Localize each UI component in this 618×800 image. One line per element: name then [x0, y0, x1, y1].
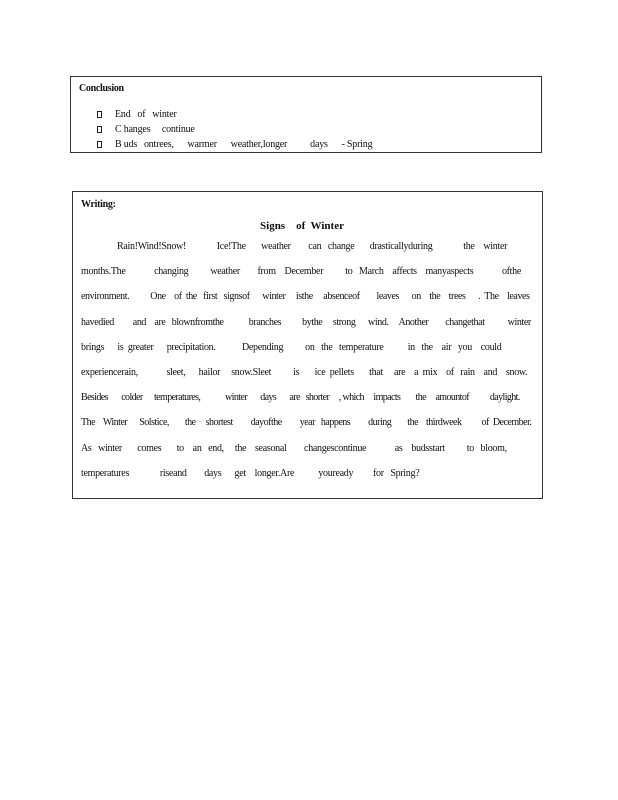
- bullet-box-icon: [97, 126, 102, 133]
- bullet-box-icon: [97, 141, 102, 148]
- essay-body: [81, 241, 531, 493]
- essay-line: environment. One of the first signsof winter isthe absenceof leaves on the trees . The leaves: [81, 291, 530, 303]
- list-item: [97, 107, 372, 122]
- bullet-box-icon: [97, 111, 102, 118]
- conclusion-box: [70, 76, 542, 153]
- essay-line: havedied and are blownfromthe branches bythe strong wind. Another changethat winter: [81, 316, 531, 328]
- bullet-text: B uds ontrees, warmer weather,longer days - Spring: [115, 139, 373, 150]
- essay-line: experiencerain, sleet, hailor snow.Sleet is ice pellets that are a mix of rain and snow.: [81, 366, 528, 378]
- list-item: [97, 137, 372, 152]
- essay-line: The Winter Solstice, the shortest dayofthe year happens during the thirdweek of December.: [81, 417, 532, 429]
- bullet-text: End of winter: [115, 109, 177, 120]
- bullet-text: C hanges continue: [115, 124, 195, 135]
- essay-line: Besides colder temperatures, winter days are shorter , which impacts the amountof daylight.: [81, 392, 520, 404]
- essay-line: Rain!Wind!Snow! Ice!The weather can change drasticallyduring the winter: [117, 241, 508, 252]
- conclusion-heading: Conclusion: [79, 83, 124, 94]
- list-item: [97, 122, 372, 137]
- essay-line: temperatures riseand days get longer.Are youready for Spring?: [81, 467, 420, 479]
- essay-title: Signs of Winter: [260, 220, 344, 232]
- writing-heading: Writing:: [81, 199, 116, 210]
- conclusion-list: [97, 107, 372, 152]
- writing-box: [72, 191, 543, 499]
- essay-line: As winter comes to an end, the seasonal changescontinue as budsstart to bloom,: [81, 442, 507, 454]
- essay-line: brings is greater precipitation. Depending on the temperature in the air you could: [81, 341, 502, 353]
- essay-line: months.The changing weather from December to March affects manyaspects ofthe: [81, 266, 522, 278]
